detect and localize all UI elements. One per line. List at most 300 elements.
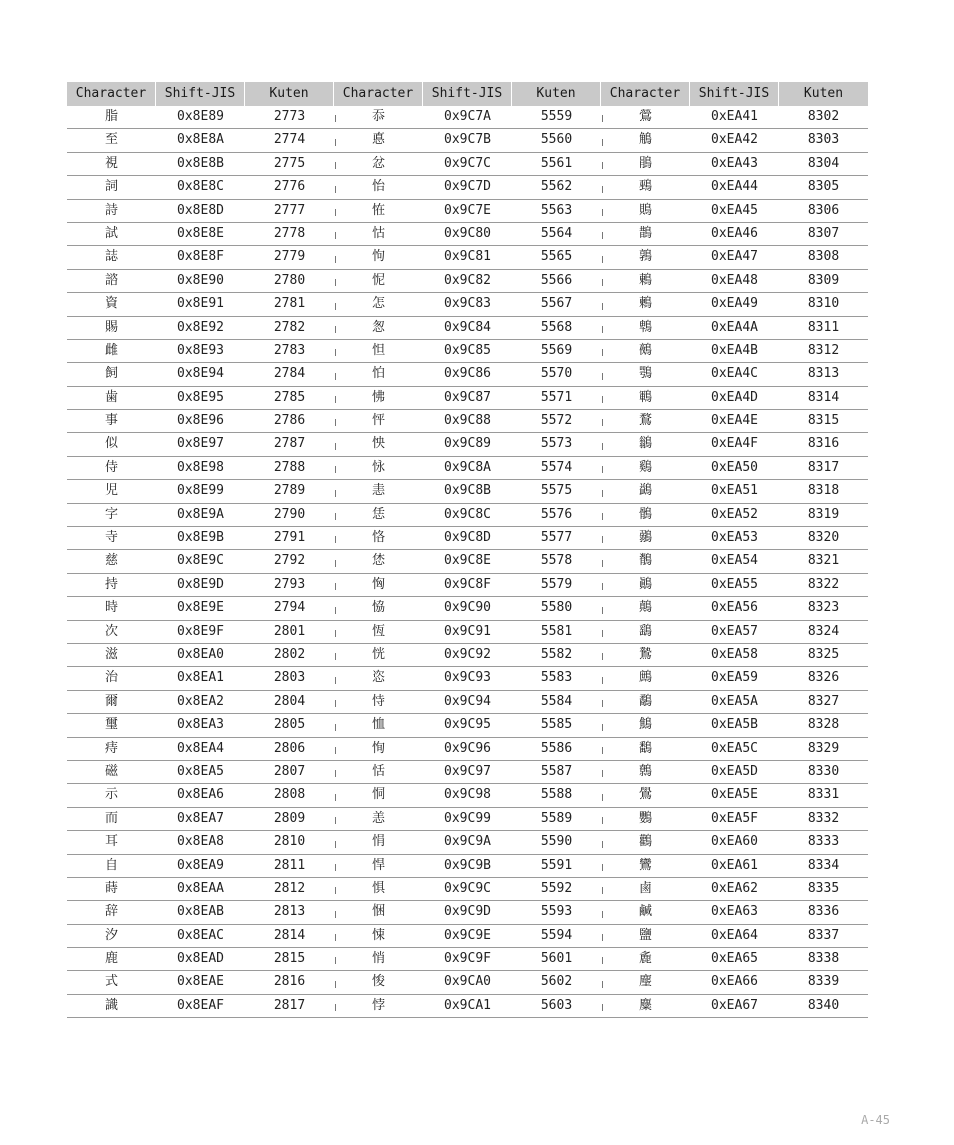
character-cell: 鷁: [638, 483, 652, 499]
shift-jis-cell: 0x8EA6: [177, 787, 224, 803]
character-cell: 鷸: [638, 693, 652, 709]
table-row: [67, 129, 868, 152]
shift-jis-cell: 0x8E8D: [177, 202, 224, 218]
group-separator-mark: [602, 1004, 603, 1011]
character-cell: 而: [104, 810, 118, 826]
shift-jis-cell: 0x8E98: [177, 459, 224, 475]
shift-jis-cell: 0x9C8A: [444, 459, 491, 475]
table-row: [67, 878, 868, 901]
header-kuten-3: Kuten: [779, 82, 868, 106]
kuten-cell: 2814: [273, 927, 306, 943]
character-cell: 怡: [371, 179, 385, 195]
group-separator-mark: [335, 209, 336, 216]
character-cell: 麈: [638, 974, 652, 990]
kuten-cell: 2812: [273, 880, 306, 896]
kuten-cell: 8319: [807, 506, 840, 522]
group-separator-mark: [602, 794, 603, 801]
header-character-1: Character: [67, 82, 156, 106]
shift-jis-cell: 0xEA58: [711, 646, 758, 662]
kuten-cell: 2817: [273, 997, 306, 1013]
group-separator-mark: [602, 583, 603, 590]
kuten-cell: 8306: [807, 202, 840, 218]
character-cell: 飼: [104, 366, 118, 382]
group-separator-mark: [602, 115, 603, 122]
kuten-cell: 5601: [540, 951, 573, 967]
kuten-cell: 5579: [540, 576, 573, 592]
kuten-cell: 5567: [540, 296, 573, 312]
table-row: [67, 176, 868, 199]
character-cell: 鹽: [638, 927, 652, 943]
kuten-cell: 2774: [273, 132, 306, 148]
shift-jis-cell: 0xEA50: [711, 459, 758, 475]
kuten-cell: 2794: [273, 600, 306, 616]
kuten-cell: 5572: [540, 413, 573, 429]
shift-jis-cell: 0xEA4C: [711, 366, 758, 382]
kuten-cell: 8333: [807, 834, 840, 850]
character-cell: 鵺: [638, 342, 652, 358]
shift-jis-cell: 0xEA5F: [711, 810, 758, 826]
group-separator-mark: [602, 841, 603, 848]
shift-jis-cell: 0x9C7D: [444, 179, 491, 195]
shift-jis-cell: 0xEA47: [711, 249, 758, 265]
shift-jis-cell: 0x9C9C: [444, 880, 491, 896]
table-row: [67, 667, 868, 690]
character-code-table: [67, 82, 868, 1018]
character-cell: 示: [104, 787, 118, 803]
shift-jis-cell: 0xEA57: [711, 623, 758, 639]
shift-jis-cell: 0x8EA0: [177, 646, 224, 662]
kuten-cell: 2786: [273, 413, 306, 429]
kuten-cell: 8324: [807, 623, 840, 639]
group-separator-mark: [335, 279, 336, 286]
character-cell: 鷄: [638, 459, 652, 475]
kuten-cell: 8322: [807, 576, 840, 592]
shift-jis-cell: 0x9C8E: [444, 553, 491, 569]
character-cell: 恙: [371, 810, 385, 826]
character-cell: 鵑: [638, 155, 652, 171]
shift-jis-cell: 0x9C90: [444, 600, 491, 616]
shift-jis-cell: 0x9C86: [444, 366, 491, 382]
kuten-cell: 5559: [540, 109, 573, 124]
shift-jis-cell: 0xEA67: [711, 997, 758, 1013]
character-cell: 恂: [371, 740, 385, 756]
shift-jis-cell: 0x9C9B: [444, 857, 491, 873]
group-separator-mark: [602, 957, 603, 964]
kuten-cell: 2804: [273, 693, 306, 709]
group-separator-mark: [335, 232, 336, 239]
character-cell: 鸛: [638, 834, 652, 850]
shift-jis-cell: 0x8EA8: [177, 834, 224, 850]
kuten-cell: 2782: [273, 319, 306, 335]
kuten-cell: 8312: [807, 342, 840, 358]
kuten-cell: 8304: [807, 155, 840, 171]
character-cell: 悃: [371, 904, 385, 920]
group-separator-mark: [602, 934, 603, 941]
kuten-cell: 5583: [540, 670, 573, 686]
character-cell: 慈: [104, 553, 118, 569]
character-cell: 忿: [371, 155, 385, 171]
group-separator-mark: [602, 396, 603, 403]
character-cell: 賜: [104, 319, 118, 335]
shift-jis-cell: 0x9C9A: [444, 834, 491, 850]
kuten-cell: 8329: [807, 740, 840, 756]
kuten-cell: 2803: [273, 670, 306, 686]
character-cell: 恁: [371, 506, 385, 522]
shift-jis-cell: 0xEA55: [711, 576, 758, 592]
character-cell: 恬: [371, 763, 385, 779]
kuten-cell: 5581: [540, 623, 573, 639]
table-row: [67, 387, 868, 410]
character-cell: 鷓: [638, 670, 652, 686]
character-cell: 磁: [104, 763, 118, 779]
shift-jis-cell: 0x8E8A: [177, 132, 224, 148]
character-cell: 鶻: [638, 506, 652, 522]
kuten-cell: 8321: [807, 553, 840, 569]
kuten-cell: 8331: [807, 787, 840, 803]
group-separator-mark: [335, 724, 336, 731]
kuten-cell: 2785: [273, 389, 306, 405]
table-row: [67, 246, 868, 269]
group-separator-mark: [335, 349, 336, 356]
kuten-cell: 8302: [807, 109, 840, 124]
table-row: [67, 995, 868, 1018]
character-cell: 恫: [371, 787, 385, 803]
character-cell: 時: [104, 600, 118, 616]
character-cell: 鵙: [638, 202, 652, 218]
kuten-cell: 5582: [540, 646, 573, 662]
kuten-cell: 2808: [273, 787, 306, 803]
group-separator-mark: [602, 513, 603, 520]
group-separator-mark: [602, 209, 603, 216]
kuten-cell: 5602: [540, 974, 573, 990]
kuten-cell: 2816: [273, 974, 306, 990]
group-separator-mark: [335, 770, 336, 777]
group-separator-mark: [602, 373, 603, 380]
character-cell: 悳: [371, 132, 385, 148]
shift-jis-cell: 0x8E99: [177, 483, 224, 499]
shift-jis-cell: 0x8EA4: [177, 740, 224, 756]
group-separator-mark: [335, 443, 336, 450]
character-cell: 鷙: [638, 646, 652, 662]
shift-jis-cell: 0x9C91: [444, 623, 491, 639]
character-cell: 脂: [104, 109, 118, 124]
character-cell: 鶫: [638, 296, 652, 312]
shift-jis-cell: 0x8E9F: [177, 623, 224, 639]
group-separator-mark: [602, 724, 603, 731]
kuten-cell: 2801: [273, 623, 306, 639]
group-separator-mark: [335, 490, 336, 497]
kuten-cell: 5573: [540, 436, 573, 452]
shift-jis-cell: 0x8E8E: [177, 225, 224, 241]
character-cell: 視: [104, 155, 118, 171]
character-cell: 鶚: [638, 366, 652, 382]
group-separator-mark: [602, 232, 603, 239]
character-cell: 鵐: [638, 179, 652, 195]
kuten-cell: 5603: [540, 997, 573, 1013]
table-row: [67, 644, 868, 667]
kuten-cell: 5593: [540, 904, 573, 920]
shift-jis-cell: 0xEA60: [711, 834, 758, 850]
table-row: [67, 621, 868, 644]
kuten-cell: 5588: [540, 787, 573, 803]
table-row: [67, 340, 868, 363]
group-separator-mark: [335, 887, 336, 894]
character-cell: 怕: [371, 366, 385, 382]
shift-jis-cell: 0x9C80: [444, 225, 491, 241]
shift-jis-cell: 0x8E9C: [177, 553, 224, 569]
table-row: [67, 153, 868, 176]
group-separator-mark: [335, 256, 336, 263]
table-row: [67, 784, 868, 807]
kuten-cell: 8315: [807, 413, 840, 429]
shift-jis-cell: 0x9CA1: [444, 997, 491, 1013]
shift-jis-cell: 0xEA46: [711, 225, 758, 241]
character-cell: 恚: [371, 483, 385, 499]
shift-jis-cell: 0x9C97: [444, 763, 491, 779]
group-separator-mark: [602, 864, 603, 871]
group-separator-mark: [335, 373, 336, 380]
character-cell: 恣: [371, 670, 385, 686]
group-separator-mark: [602, 139, 603, 146]
kuten-cell: 8340: [807, 997, 840, 1013]
shift-jis-cell: 0xEA56: [711, 600, 758, 616]
character-cell: 怐: [371, 249, 385, 265]
shift-jis-cell: 0x8EAF: [177, 997, 224, 1013]
table-row: [67, 550, 868, 573]
kuten-cell: 2776: [273, 179, 306, 195]
character-cell: 寺: [104, 530, 118, 546]
character-cell: 資: [104, 296, 118, 312]
character-cell: 持: [104, 576, 118, 592]
character-cell: 怛: [371, 342, 385, 358]
shift-jis-cell: 0x8E9B: [177, 530, 224, 546]
kuten-cell: 5568: [540, 319, 573, 335]
kuten-cell: 8336: [807, 904, 840, 920]
header-shift-jis-1: Shift-JIS: [156, 82, 245, 106]
kuten-cell: 5564: [540, 225, 573, 241]
shift-jis-cell: 0x8EA5: [177, 763, 224, 779]
character-cell: 鶺: [638, 553, 652, 569]
shift-jis-cell: 0x8E94: [177, 366, 224, 382]
kuten-cell: 2815: [273, 951, 306, 967]
character-cell: 鸞: [638, 857, 652, 873]
character-cell: 痔: [104, 740, 118, 756]
kuten-cell: 2805: [273, 717, 306, 733]
character-cell: 自: [104, 857, 118, 873]
shift-jis-cell: 0x9C85: [444, 342, 491, 358]
kuten-cell: 2781: [273, 296, 306, 312]
table-row: [67, 504, 868, 527]
shift-jis-cell: 0x9C88: [444, 413, 491, 429]
shift-jis-cell: 0xEA4E: [711, 413, 758, 429]
character-cell: 恃: [371, 693, 385, 709]
shift-jis-cell: 0x8E9A: [177, 506, 224, 522]
character-cell: 侍: [104, 459, 118, 475]
shift-jis-cell: 0x9C81: [444, 249, 491, 265]
kuten-cell: 8338: [807, 951, 840, 967]
character-cell: 次: [104, 623, 118, 639]
character-cell: 滋: [104, 646, 118, 662]
kuten-cell: 2783: [273, 342, 306, 358]
table-body: [67, 106, 868, 1018]
shift-jis-cell: 0x9C92: [444, 646, 491, 662]
shift-jis-cell: 0xEA63: [711, 904, 758, 920]
character-cell: 璽: [104, 717, 118, 733]
kuten-cell: 5591: [540, 857, 573, 873]
group-separator-mark: [335, 396, 336, 403]
shift-jis-cell: 0xEA4F: [711, 436, 758, 452]
character-cell: 恍: [371, 646, 385, 662]
shift-jis-cell: 0x9CA0: [444, 974, 491, 990]
group-separator-mark: [602, 303, 603, 310]
group-separator-mark: [602, 700, 603, 707]
kuten-cell: 5569: [540, 342, 573, 358]
group-separator-mark: [335, 583, 336, 590]
group-separator-mark: [602, 981, 603, 988]
kuten-cell: 8325: [807, 646, 840, 662]
group-separator-mark: [335, 466, 336, 473]
character-cell: 鹵: [638, 880, 652, 896]
kuten-cell: 8305: [807, 179, 840, 195]
group-separator-mark: [335, 630, 336, 637]
shift-jis-cell: 0x9C96: [444, 740, 491, 756]
character-cell: 事: [104, 413, 118, 429]
character-cell: 怦: [371, 413, 385, 429]
kuten-cell: 5562: [540, 179, 573, 195]
kuten-cell: 8317: [807, 459, 840, 475]
kuten-cell: 5575: [540, 483, 573, 499]
shift-jis-cell: 0x9C83: [444, 296, 491, 312]
table-row: [67, 270, 868, 293]
group-separator-mark: [602, 607, 603, 614]
kuten-cell: 5594: [540, 927, 573, 943]
character-cell: 詩: [104, 202, 118, 218]
character-cell: 鷭: [638, 740, 652, 756]
kuten-cell: 2773: [273, 109, 306, 124]
character-cell: 悚: [371, 927, 385, 943]
kuten-cell: 8337: [807, 927, 840, 943]
kuten-cell: 2807: [273, 763, 306, 779]
character-cell: 怎: [371, 296, 385, 312]
kuten-cell: 2793: [273, 576, 306, 592]
character-cell: 悄: [371, 951, 385, 967]
kuten-cell: 5587: [540, 763, 573, 779]
character-cell: 怫: [371, 389, 385, 405]
shift-jis-cell: 0x8E91: [177, 296, 224, 312]
shift-jis-cell: 0x9C94: [444, 693, 491, 709]
character-cell: 鶸: [638, 530, 652, 546]
shift-jis-cell: 0x9C98: [444, 787, 491, 803]
kuten-cell: 8310: [807, 296, 840, 312]
shift-jis-cell: 0xEA44: [711, 179, 758, 195]
shift-jis-cell: 0x9C7C: [444, 155, 491, 171]
shift-jis-cell: 0x9C8C: [444, 506, 491, 522]
table-row: [67, 527, 868, 550]
table-row: [67, 691, 868, 714]
kuten-cell: 2777: [273, 202, 306, 218]
group-separator-mark: [602, 466, 603, 473]
kuten-cell: 2789: [273, 483, 306, 499]
character-cell: 怏: [371, 436, 385, 452]
character-cell: 悛: [371, 974, 385, 990]
group-separator-mark: [602, 279, 603, 286]
character-cell: 恊: [371, 600, 385, 616]
shift-jis-cell: 0x8E8C: [177, 179, 224, 195]
shift-jis-cell: 0x9C9E: [444, 927, 491, 943]
shift-jis-cell: 0xEA52: [711, 506, 758, 522]
kuten-cell: 2779: [273, 249, 306, 265]
kuten-cell: 5561: [540, 155, 573, 171]
character-cell: 識: [104, 997, 118, 1013]
group-separator-mark: [335, 419, 336, 426]
table-row: [67, 714, 868, 737]
group-separator-mark: [335, 162, 336, 169]
table-row: [67, 901, 868, 924]
table-row: [67, 293, 868, 316]
shift-jis-cell: 0x9C82: [444, 272, 491, 288]
shift-jis-cell: 0x8E95: [177, 389, 224, 405]
shift-jis-cell: 0x8EAC: [177, 927, 224, 943]
group-separator-mark: [602, 630, 603, 637]
character-cell: 恪: [371, 530, 385, 546]
kuten-cell: 2802: [273, 646, 306, 662]
group-separator-mark: [602, 443, 603, 450]
shift-jis-cell: 0x8E93: [177, 342, 224, 358]
group-separator-mark: [335, 513, 336, 520]
shift-jis-cell: 0x8E9E: [177, 600, 224, 616]
shift-jis-cell: 0x9C84: [444, 319, 491, 335]
table-row: [67, 971, 868, 994]
table-row: [67, 574, 868, 597]
character-cell: 児: [104, 483, 118, 499]
table-row: [67, 106, 868, 129]
character-cell: 治: [104, 670, 118, 686]
character-cell: 鷦: [638, 717, 652, 733]
kuten-cell: 2790: [273, 506, 306, 522]
group-separator-mark: [602, 770, 603, 777]
group-separator-mark: [602, 887, 603, 894]
kuten-cell: 8328: [807, 717, 840, 733]
group-separator-mark: [602, 747, 603, 754]
kuten-cell: 5577: [540, 530, 573, 546]
shift-jis-cell: 0xEA61: [711, 857, 758, 873]
shift-jis-cell: 0xEA5D: [711, 763, 758, 779]
kuten-cell: 8326: [807, 670, 840, 686]
shift-jis-cell: 0x8EA2: [177, 693, 224, 709]
kuten-cell: 2811: [273, 857, 306, 873]
group-separator-mark: [335, 911, 336, 918]
shift-jis-cell: 0xEA4B: [711, 342, 758, 358]
character-cell: 鷽: [638, 787, 652, 803]
table-row: [67, 200, 868, 223]
group-separator-mark: [335, 841, 336, 848]
character-cell: 汐: [104, 927, 118, 943]
shift-jis-cell: 0x9C89: [444, 436, 491, 452]
shift-jis-cell: 0x9C99: [444, 810, 491, 826]
group-separator-mark: [335, 794, 336, 801]
table-row: [67, 855, 868, 878]
character-cell: 悁: [371, 834, 385, 850]
group-separator-mark: [335, 747, 336, 754]
kuten-cell: 2806: [273, 740, 306, 756]
character-cell: 至: [104, 132, 118, 148]
group-separator-mark: [335, 934, 336, 941]
group-separator-mark: [335, 326, 336, 333]
character-cell: 恤: [371, 717, 385, 733]
shift-jis-cell: 0x8EAE: [177, 974, 224, 990]
header-shift-jis-2: Shift-JIS: [423, 82, 512, 106]
kuten-cell: 5592: [540, 880, 573, 896]
